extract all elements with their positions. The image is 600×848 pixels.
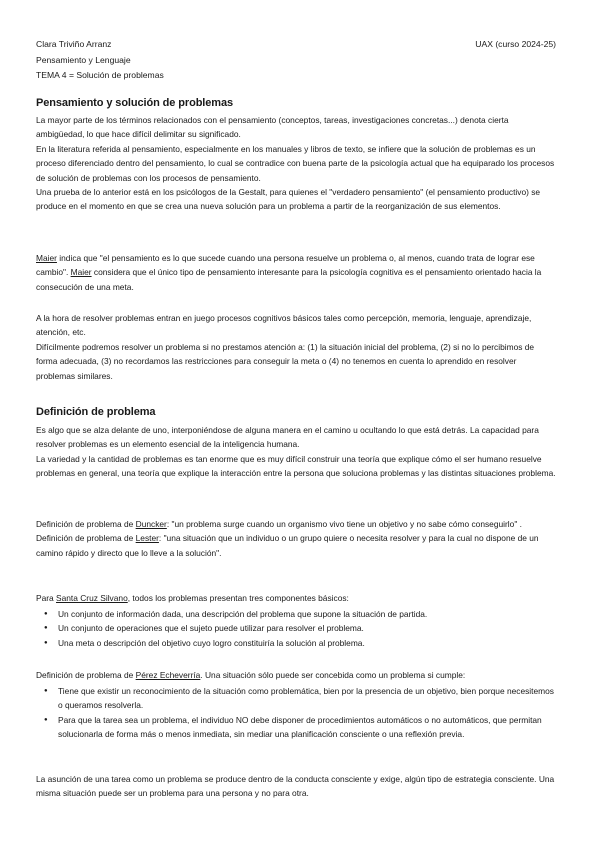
paragraph: Difícilmente podremos resolver un problema si no prestamos atención a: (1) la situación inicial del problema, (2) si no lo percibimos de forma adecuada, (3) no recordamos las restricciones para conseguir la meta o (4) no tenemos en cuenta lo aprendido en resolver problemas similares.	[36, 341, 535, 381]
paragraph-text: , todos los problemas presentan tres componentes básicos:	[127, 593, 349, 603]
definition-lester	[36, 531, 556, 560]
paragraph: A la hora de resolver problemas entran en juego procesos cognitivos básicos tales como percepción, memoria, lenguaje, aprendizaje, atención, etc.	[36, 313, 532, 338]
paragraph-text: Definición de problema de	[36, 519, 136, 529]
maier-paragraph	[36, 251, 556, 294]
author-reference: Maier	[36, 253, 57, 263]
paragraph-text: considera que el único tipo de pensamiento interesante para la psicología cognitiva es el pensamiento orientado hacia la consecución de una meta.	[36, 267, 542, 292]
closing-paragraph	[36, 772, 556, 801]
paragraph: En la literatura referida al pensamiento, especialmente en los manuales y libros de texto, se infiere que la solución de problemas es un proceso diferenciado dentro del pensamiento, lo cual se contradice con buena parte de la psicología actual que ha equiparado los procesos de solución de problemas con los procesos de pensamiento.	[36, 143, 555, 183]
topic-label: TEMA 4 = Solución de problemas	[36, 70, 164, 80]
paragraph-text: . Una situación sólo puede ser concebida como un problema si cumple:	[200, 670, 466, 680]
conditions-list	[44, 684, 556, 742]
paragraph: Una prueba de lo anterior está en los psicólogos de la Gestalt, para quienes el "verdadero pensamiento" (el pensamiento productivo) se produce en el momento en que se crea una nueva solución para un problema a partir de la reorganización de sus elementos.	[36, 187, 541, 212]
course-label: UAX (curso 2024-25)	[475, 39, 556, 49]
section-1-body	[36, 113, 556, 214]
list-item: ● Un conjunto de información dada, una descripción del problema que supone la situación de partida.	[44, 607, 556, 621]
paragraph-text: : "un problema surge cuando un organismo vivo tiene un objetivo y no sabe cómo conseguirlo" .	[166, 519, 522, 529]
list-item: ● Tiene que existir un reconocimiento de la situación como problemática, bien por la presencia de un objetivo, bien porque necesitemos o queramos resolverla.	[44, 684, 556, 713]
paragraph: La variedad y la cantidad de problemas es tan enorme que es muy difícil construir una teoría que explique cómo el ser humano resuelve problemas en general, una teoría que explique la interacción entre la persona que soluciona problemas y las distintas situaciones problema.	[36, 453, 556, 479]
list-item: ● Una meta o descripción del objetivo cuyo logro constituiría la solución al problema.	[44, 636, 556, 650]
author-reference: Maier	[70, 267, 92, 278]
paragraph-text: : "una situación que un individuo o un grupo quiere o necesita resolver y para la cual no dispone de un camino rápido y directo que lo lleve a la solución".	[36, 533, 539, 558]
section-2-body	[36, 423, 556, 481]
definition-duncker	[36, 517, 556, 531]
paragraph: La asunción de una tarea como un problema se produce dentro de la conducta consciente y exige, algún tipo de estrategia consciente. Una misma situación puede ser un problema para una persona y no para otra.	[36, 774, 555, 799]
paragraph-text: Definición de problema de	[36, 533, 136, 544]
author-reference: Lester	[135, 533, 159, 544]
definitions-block	[36, 517, 556, 560]
santa-cruz-paragraph	[36, 591, 556, 605]
paragraph: La mayor parte de los términos relacionados con el pensamiento (conceptos, tareas, investigaciones concretas...) denota cierta ambigüedad, lo que hace difícil delimitar su significado.	[36, 115, 509, 140]
cognitive-processes-paragraph	[36, 311, 556, 383]
paragraph-text: indica que "el pensamiento es lo que sucede cuando una persona resuelve un problema o, al menos, cuando trata de lograr ese cambio".	[36, 253, 535, 278]
list-item: ● Un conjunto de operaciones que el sujeto puede utilizar para resolver el problema.	[44, 621, 556, 635]
author-reference: Duncker	[135, 519, 167, 529]
subject-label: Pensamiento y Lenguaje	[36, 55, 131, 65]
section-heading: Definición de problema	[36, 406, 156, 418]
list-item: ● Para que la tarea sea un problema, el individuo NO debe disponer de procedimientos automáticos o no automáticos, que permitan solucionarla de forma más o menos inmediata, sin mediar una planificación consciente o una reflexión previa.	[44, 713, 556, 742]
paragraph: Es algo que se alza delante de uno, interponiéndose de alguna manera en el camino u ocultando lo que está detrás. La capacidad para resolver problemas es un elemento esencial de la inteligencia humana.	[36, 425, 539, 450]
section-heading: Pensamiento y solución de problemas	[36, 97, 233, 109]
author-name: Clara Triviño Arranz	[36, 39, 112, 49]
perez-echeverria-paragraph	[36, 668, 556, 682]
author-reference: Pérez Echeverría	[135, 670, 201, 680]
components-list	[44, 607, 556, 650]
author-reference: Santa Cruz Silvano	[56, 593, 128, 603]
paragraph-text: Para	[36, 593, 57, 603]
paragraph-text: Definición de problema de	[36, 670, 136, 680]
